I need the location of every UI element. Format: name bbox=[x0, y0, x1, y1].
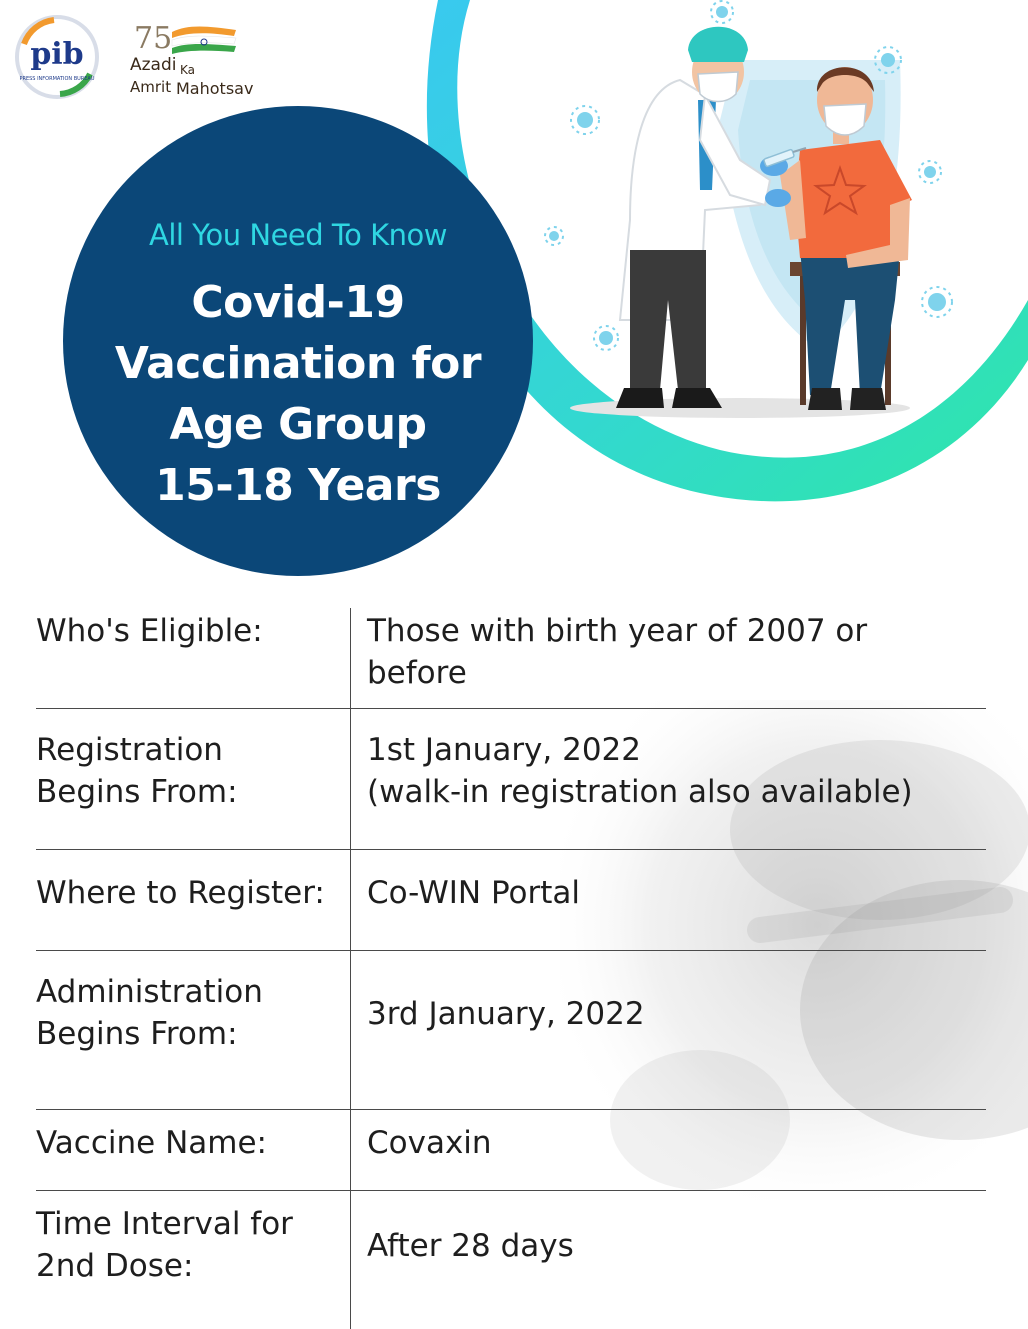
row-label: Registration Begins From: bbox=[36, 709, 351, 850]
pib-logo-icon bbox=[14, 14, 100, 100]
row-label: Administration Begins From: bbox=[36, 951, 351, 1110]
row-label: Where to Register: bbox=[36, 850, 351, 951]
hero-kicker: All You Need To Know bbox=[63, 218, 533, 252]
hero-title-line: Covid-19 bbox=[83, 272, 513, 333]
row-label: Vaccine Name: bbox=[36, 1110, 351, 1191]
row-value: Those with birth year of 2007 or before bbox=[351, 608, 987, 709]
hero-circle bbox=[63, 106, 533, 576]
table-row bbox=[36, 951, 986, 1110]
table-row bbox=[36, 608, 986, 709]
row-value: Co-WIN Portal bbox=[351, 850, 987, 951]
info-table bbox=[36, 608, 986, 1329]
table-row bbox=[36, 1110, 986, 1191]
row-label: Who's Eligible: bbox=[36, 608, 351, 709]
row-label: Time Interval for 2nd Dose: bbox=[36, 1191, 351, 1329]
row-value: After 28 days bbox=[351, 1191, 987, 1329]
row-value: 1st January, 2022 (walk-in registration also available) bbox=[351, 709, 987, 850]
hero-title-line: Vaccination for bbox=[83, 333, 513, 394]
amrit-text: Amrit bbox=[130, 78, 171, 96]
hero-title bbox=[83, 272, 513, 516]
azadi-text: Azadi bbox=[130, 55, 176, 75]
pib-tagline: PRESS INFORMATION BUREAU bbox=[19, 76, 94, 82]
table-row bbox=[36, 1191, 986, 1329]
pib-wordmark: pib bbox=[30, 37, 83, 72]
row-value: Covaxin bbox=[351, 1110, 987, 1191]
table-row bbox=[36, 850, 986, 951]
mahotsav-text: Mahotsav bbox=[176, 79, 253, 98]
table-row bbox=[36, 709, 986, 850]
hero-title-line: Age Group bbox=[83, 394, 513, 455]
azadi-number: 75 bbox=[134, 21, 172, 56]
azadi-ka-text: Ka bbox=[180, 63, 195, 77]
hero-title-line: 15-18 Years bbox=[83, 455, 513, 516]
row-value: 3rd January, 2022 bbox=[351, 951, 987, 1110]
azadi-ka-amrit-mahotsav-logo-icon bbox=[128, 14, 268, 102]
